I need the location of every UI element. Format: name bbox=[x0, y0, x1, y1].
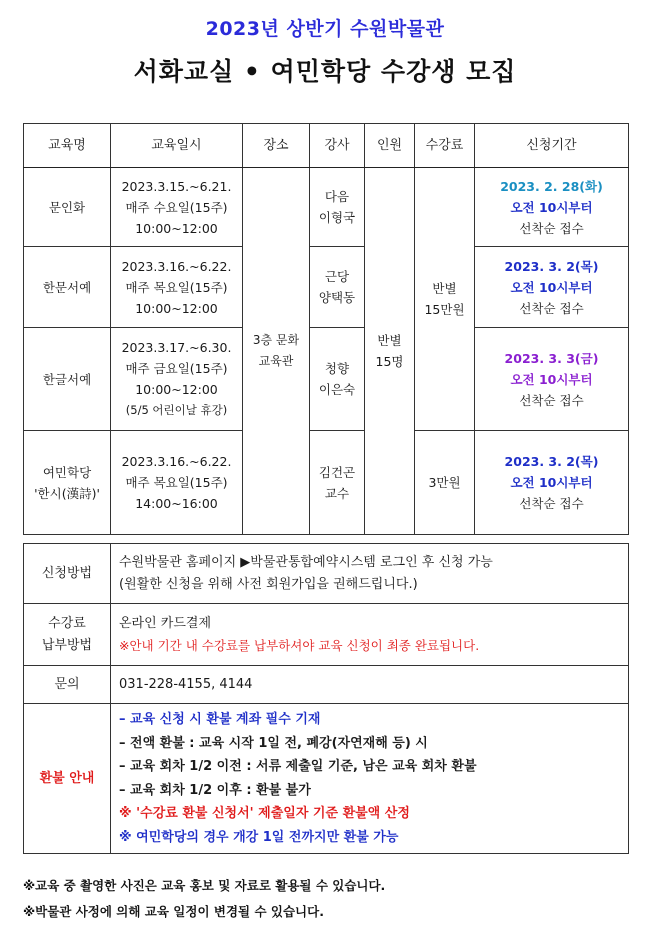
info-row-apply-method bbox=[24, 544, 629, 604]
apply-period: 2023. 3. 2(목) 오전 10시부터 선착순 접수 bbox=[475, 431, 629, 535]
page-title-line2: 서화교실 • 여민학당 수강생 모집 bbox=[133, 57, 517, 86]
apply-period: 2023. 3. 3(금) 오전 10시부터 선착순 접수 bbox=[475, 328, 629, 431]
payment-label: 수강료 납부방법 bbox=[24, 604, 111, 666]
course-fee: 반별 15만원 bbox=[415, 168, 475, 431]
course-people: 반별 15명 bbox=[365, 168, 415, 535]
apply-period: 2023. 3. 2(목) 오전 10시부터 선착순 접수 bbox=[475, 247, 629, 328]
course-name: 한글서예 bbox=[24, 328, 111, 431]
payment-value: 온라인 카드결제 ※안내 기간 내 수강료를 납부하셔야 교육 신청이 최종 완료됩니다. bbox=[111, 604, 629, 666]
col-header-name: 교육명 bbox=[24, 124, 111, 168]
course-instructor: 다음 이형국 bbox=[310, 168, 365, 247]
table-row bbox=[24, 328, 629, 431]
col-header-place: 장소 bbox=[243, 124, 310, 168]
info-row-contact bbox=[24, 666, 629, 704]
course-date: 2023.3.16.~6.22. 매주 목요일(15주) 14:00~16:00 bbox=[111, 431, 243, 535]
course-name: 여민학당 '한시(漢詩)' bbox=[24, 431, 111, 535]
col-header-people: 인원 bbox=[365, 124, 415, 168]
footnote: ※박물관 사정에 의해 교육 일정이 변경될 수 있습니다. bbox=[23, 904, 324, 919]
course-date: 2023.3.16.~6.22. 매주 목요일(15주) 10:00~12:00 bbox=[111, 247, 243, 328]
page-title-line1: 2023년 상반기 수원박물관 bbox=[205, 18, 445, 40]
table-header-row bbox=[24, 124, 629, 168]
col-header-date: 교육일시 bbox=[111, 124, 243, 168]
info-row-refund bbox=[24, 704, 629, 854]
contact-value: 031-228-4155, 4144 bbox=[111, 666, 629, 704]
course-name: 문인화 bbox=[24, 168, 111, 247]
info-row-payment bbox=[24, 604, 629, 666]
course-place: 3층 문화교육관 bbox=[243, 168, 310, 535]
course-instructor: 근당 양택동 bbox=[310, 247, 365, 328]
course-fee: 3만원 bbox=[415, 431, 475, 535]
course-name: 한문서예 bbox=[24, 247, 111, 328]
table-row bbox=[24, 168, 629, 247]
refund-value: – 교육 신청 시 환불 계좌 필수 기재 – 전액 환불 : 교육 시작 1일 전, 폐강(자연재해 등) 시 – 교육 회차 1/2 이전 : 서류 제출일 기준, 남은 교육 회차 환불 – 교육 회차 1/2 이후 : 환불 불가 ※ '수강료 환불 신청서' 제출일자 기준 환불액 산정 ※ 여민학당의 경우 개강 1일 전까지만 환불 가능 bbox=[111, 704, 629, 854]
course-date: 2023.3.17.~6.30. 매주 금요일(15주) 10:00~12:00 (5/5 어린이날 휴강) bbox=[111, 328, 243, 431]
col-header-fee: 수강료 bbox=[415, 124, 475, 168]
contact-label: 문의 bbox=[24, 666, 111, 704]
col-header-apply-period: 신청기간 bbox=[475, 124, 629, 168]
col-header-instructor: 강사 bbox=[310, 124, 365, 168]
info-table bbox=[23, 543, 629, 854]
apply-period: 2023. 2. 28(화) 오전 10시부터 선착순 접수 bbox=[475, 168, 629, 247]
footnote: ※교육 중 촬영한 사진은 교육 홍보 및 자료로 활용될 수 있습니다. bbox=[23, 878, 386, 893]
course-instructor: 청향 이은숙 bbox=[310, 328, 365, 431]
apply-method-value: 수원박물관 홈페이지 ▶박물관통합예약시스템 로그인 후 신청 가능 (원활한 신청을 위해 사전 회원가입을 권해드립니다.) bbox=[111, 544, 629, 604]
refund-label: 환불 안내 bbox=[24, 704, 111, 854]
table-row bbox=[24, 431, 629, 535]
course-instructor: 김건곤 교수 bbox=[310, 431, 365, 535]
table-row bbox=[24, 247, 629, 328]
apply-method-label: 신청방법 bbox=[24, 544, 111, 604]
course-date: 2023.3.15.~6.21. 매주 수요일(15주) 10:00~12:00 bbox=[111, 168, 243, 247]
course-schedule-table bbox=[23, 123, 629, 535]
